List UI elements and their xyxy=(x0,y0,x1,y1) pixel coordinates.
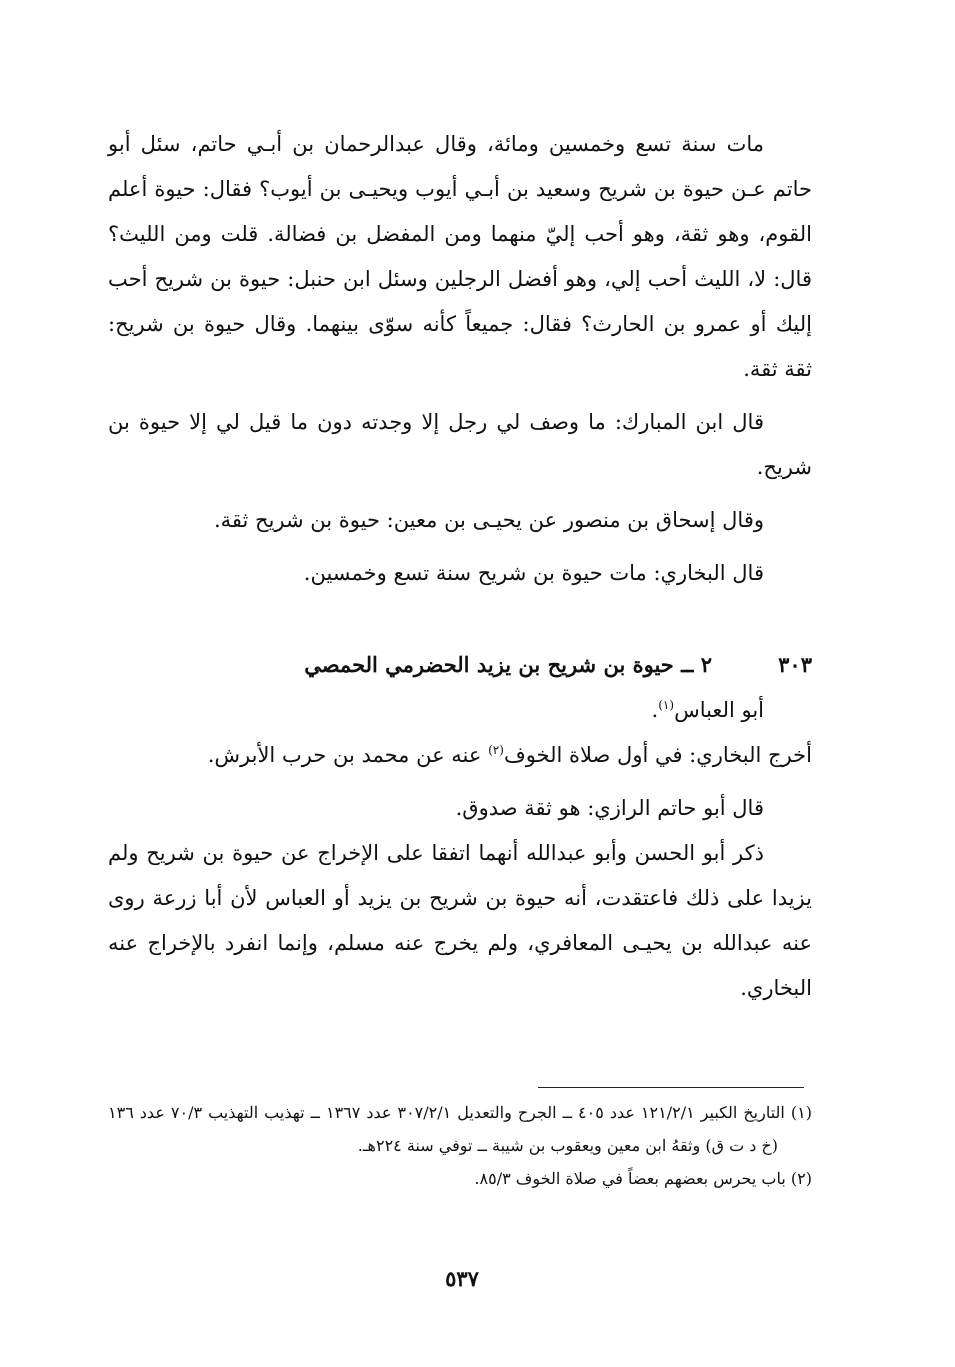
kunya-text: أبو العباس xyxy=(674,698,764,722)
paragraph-abul-hasan: ذكر أبو الحسن وأبو عبدالله أنهما اتفقا على الإخراج عن حيوة بن شريح ولم يزيدا على ذلك فاعتقدت، أنه حيوة بن شريح بن يزيد أو العباس لأن أبا زرعة روى عنه عبدالله بن يحيـى المعافري، ولم يخرج عنه مسلم، وإنما انفرد بالإخراج عنه البخاري. xyxy=(108,841,812,1000)
footnote-ref-2: (٢) xyxy=(488,743,504,757)
footnote-2 xyxy=(108,1162,812,1195)
takhrij-end: عنه عن محمد بن حرب الأبرش. xyxy=(207,743,489,767)
page-number: ٥٣٧ xyxy=(445,1266,479,1291)
paragraph-bukhari-death: قال البخاري: مات حيوة بن شريح سنة تسع وخمسين. xyxy=(303,561,764,585)
entry-number: ٣٠٣ xyxy=(778,652,812,677)
main-text-bottom xyxy=(108,688,812,1011)
footnote-2-marker: (٢) xyxy=(790,1169,812,1188)
entry-heading xyxy=(108,645,812,685)
footnote-2-text: باب يحرس بعضهم بعضاً في صلاة الخوف ٨٥/٣. xyxy=(474,1169,786,1188)
footnote-ref-1: (١) xyxy=(658,698,675,712)
paragraph-ishaq: وقال إسحاق بن منصور عن يحيـى بن معين: حيوة بن شريح ثقة. xyxy=(213,508,764,532)
footnote-divider xyxy=(538,1087,804,1088)
entry-title: ٢ ــ حيوة بن شريح بن يزيد الحضرمي الحمصي xyxy=(304,652,712,677)
footnotes xyxy=(108,1096,812,1195)
paragraph-kunya xyxy=(108,688,812,733)
footnote-1 xyxy=(108,1096,812,1162)
footnote-1-text: التاريخ الكبير ١٢١/٢/١ عدد ٤٠٥ ــ الجرح والتعديل ٣٠٧/٢/١ عدد ١٣٦٧ ــ تهذيب التهذيب ٧٠/٣ عدد ١٣٦ (خ د ت ق) وثقهُ ابن معين ويعقوب بن شيبة ــ توفي سنة ٢٢٤هـ. xyxy=(108,1103,785,1155)
paragraph-razi: قال أبو حاتم الرازي: هو ثقة صدوق. xyxy=(455,796,764,820)
paragraph-abu-hatim: مات سنة تسع وخمسين ومائة، وقال عبدالرحمان بن أبـي حاتم، سئل أبو حاتم عـن حيوة بن شريح وسعيد بن أبـي أيوب ويحيـى بن أيوب؟ فقال: حيوة أعلم القوم، وهو ثقة، وهو أحب إليّ منهما ومن المفضل بن فضالة. قلت ومن الليث؟ قال: لا، الليث أحب إلي، وهو أفضل الرجلين وسئل ابن حنبل: حيوة بن شريح أحب إليك أو عمرو بن الحارث؟ فقال: جميعاً كأنه سوّى بينهما. وقال حيوة بن شريح: ثقة ثقة. xyxy=(108,132,812,381)
main-text-top xyxy=(108,122,812,596)
kunya-end: . xyxy=(651,698,659,722)
paragraph-ibn-mubarak: قال ابن المبارك: ما وصف لي رجل إلا وجدته دون ما قيل لي إلا حيوة بن شريح. xyxy=(108,410,812,479)
footnote-1-marker: (١) xyxy=(790,1103,813,1122)
paragraph-bukhari-takhrij xyxy=(108,733,812,778)
takhrij-text: أخرج البخاري: في أول صلاة الخوف xyxy=(503,743,812,767)
